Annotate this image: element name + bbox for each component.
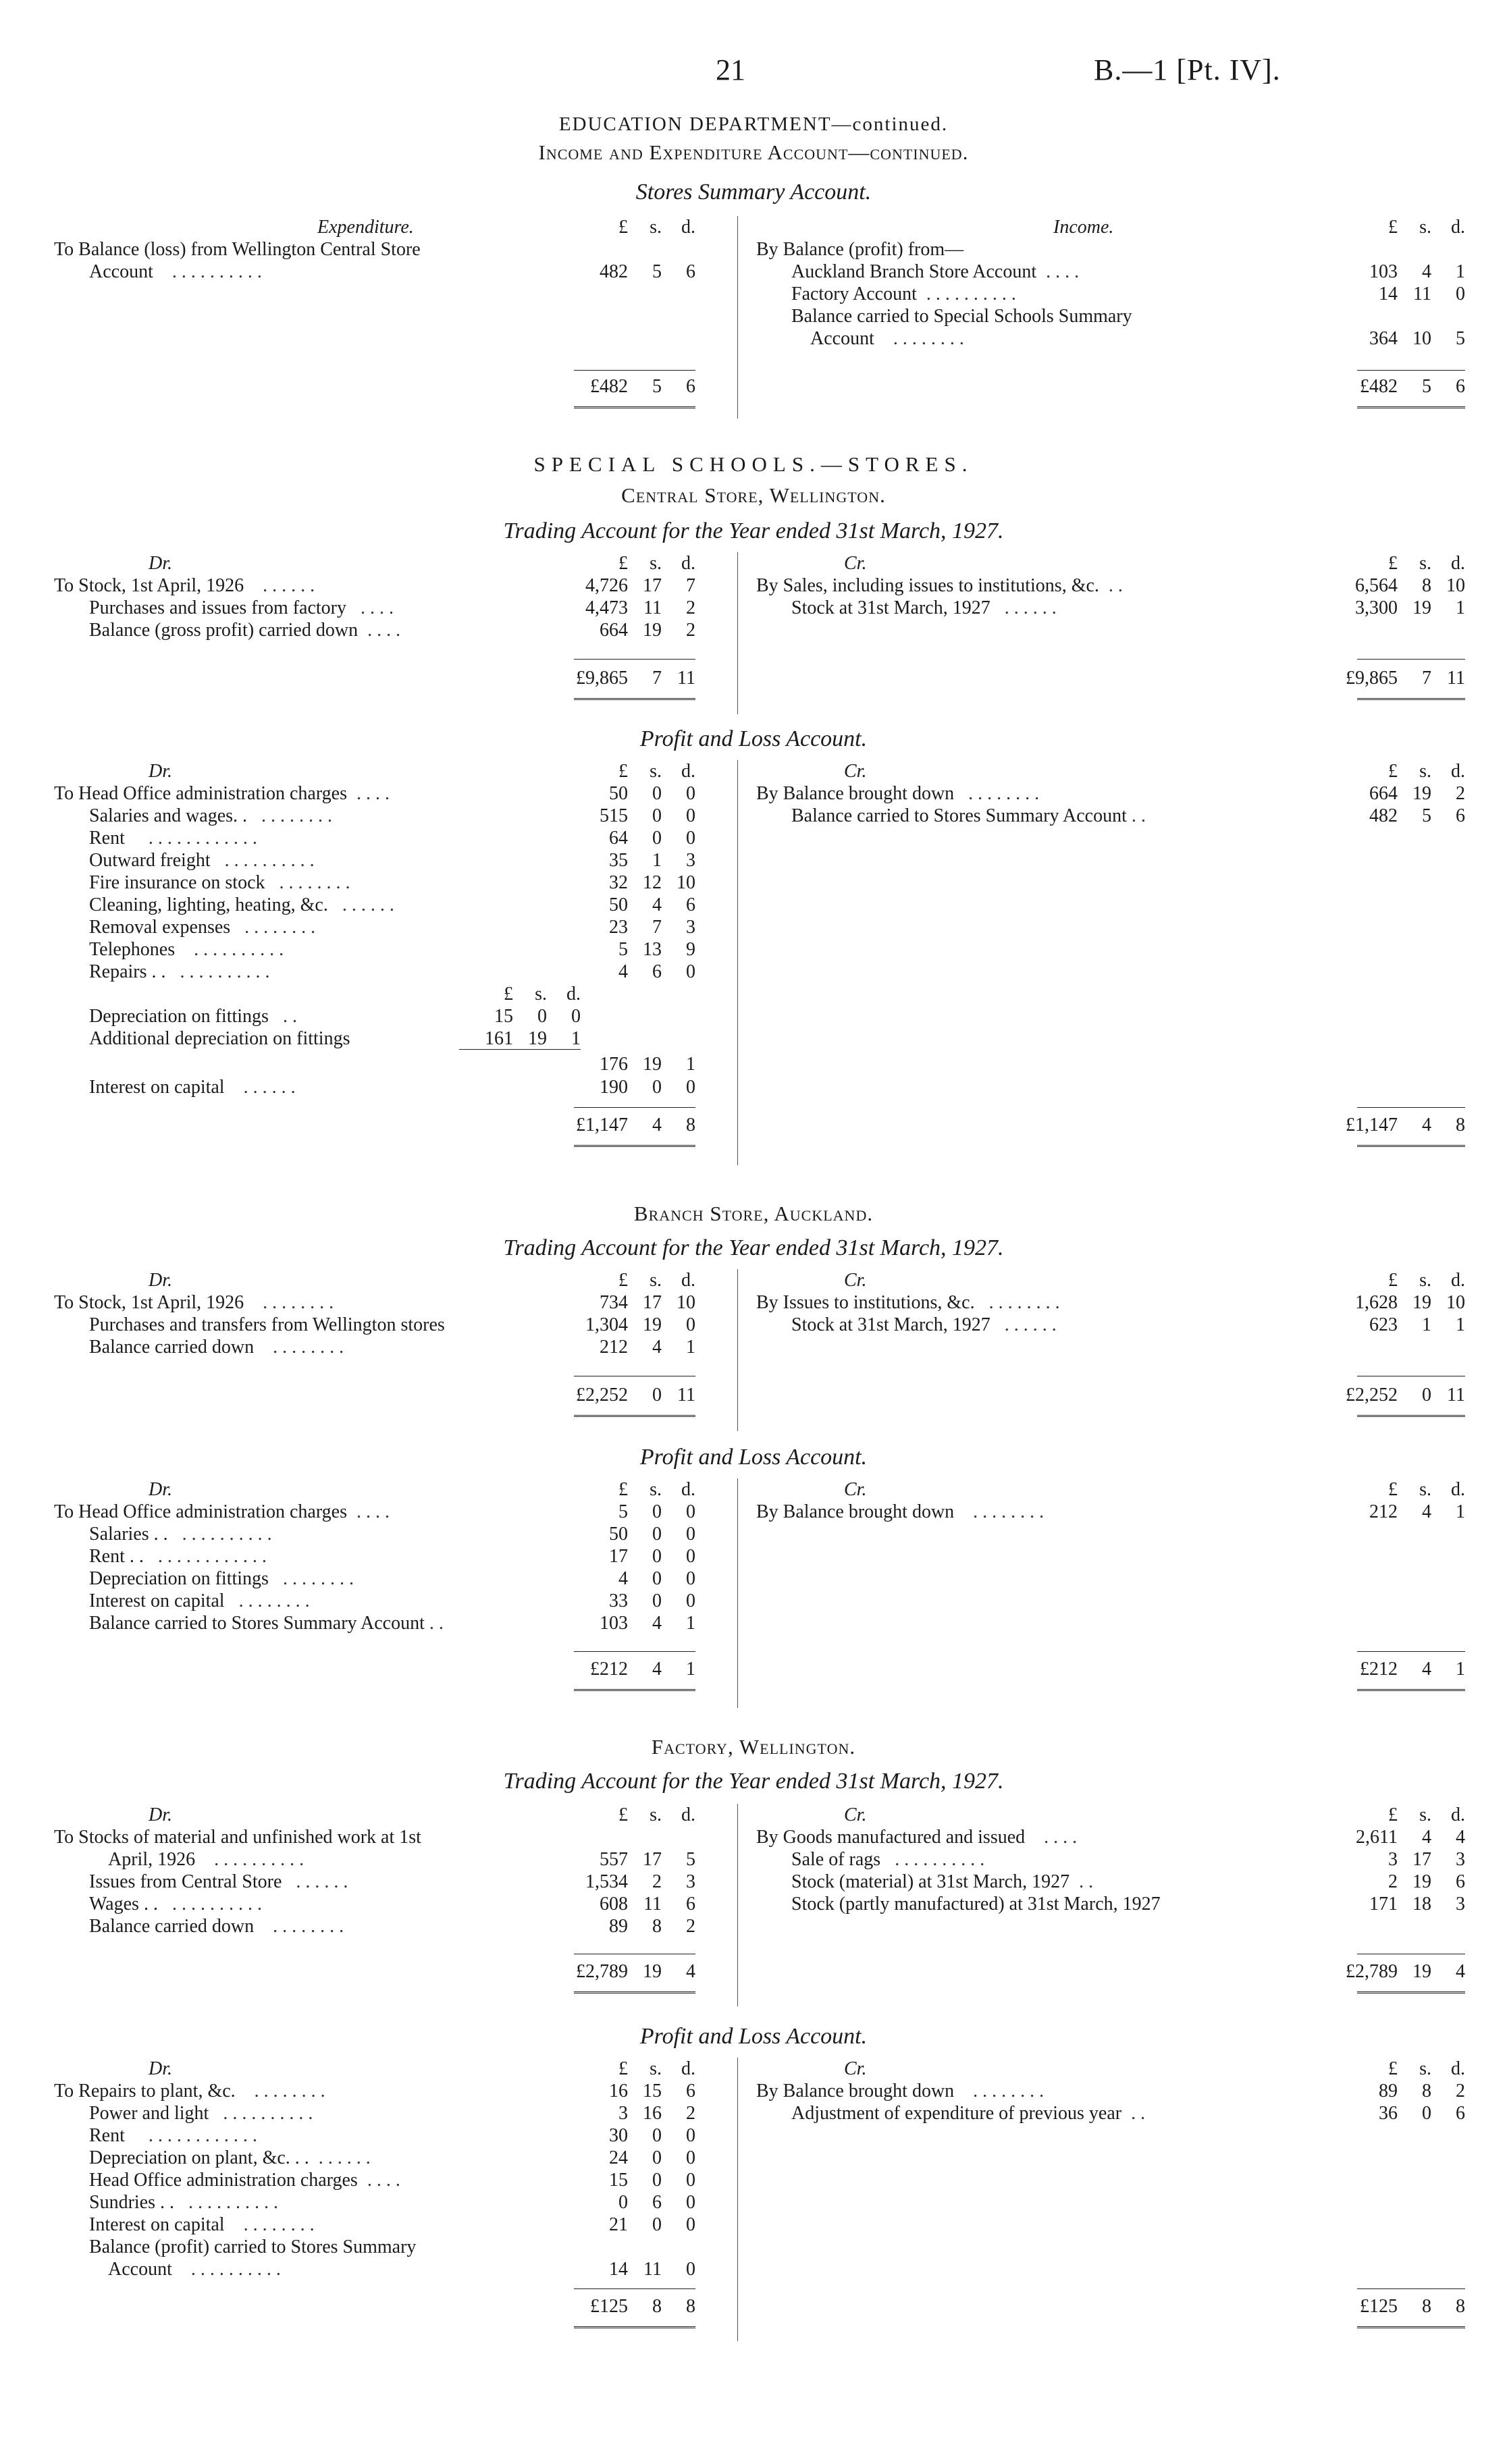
ledger-row: Sale of rags . . . . . . . . . . 3 17 3: [791, 1849, 1465, 1870]
ledger-row: By Issues to institutions, &c. . . . . . . . . 1,628 19 10: [756, 1292, 1465, 1313]
ledger-row: To Repairs to plant, &c. . . . . . . . . 16 15 6: [54, 2081, 695, 2101]
ledger-row: Salaries . . . . . . . . . . . . 50 0 0: [89, 1524, 695, 1545]
branch-trading-account: Dr. £ s. d. To Stock, 1st April, 1926 . . . . . . . . 734 17 10 Purchases and transfers from Wellington stores 1,304 19 0 Balance carried down . . . . . . . . 212 4 1 £2,252 0 11 Cr. £ s. d. By Issues to institutions, &c. . . . . . . . . 1,628 19 10 Stock at 31st March, 1927 . . . . . . 623 1 1 £2,252 0 11: [54, 1269, 1445, 1431]
ledger-row: Interest on capital . . . . . . . . 21 0 0: [89, 2214, 695, 2235]
ledger-row: Power and light . . . . . . . . . . 3 16 2: [89, 2103, 695, 2124]
ledger-row: Head Office administration charges . . . . 15 0 0: [89, 2170, 695, 2191]
ledger-row: Depreciation on fittings . . . . . . . . 4 0 0: [89, 1568, 695, 1589]
central-trading-account: Dr. £ s. d. To Stock, 1st April, 1926 . . . . . . 4,726 17 7 Purchases and issues from factory . . . . 4,473 11 2 Balance (gross profit) carried down . . . . 664 19 2 £9,865 7 11 Cr. £ s. d. By Sales, including issues to institutions, &c. . . 6,564 8 10 Stock at 31st March, 1927 . . . . . . 3,300 19 1 £9,865 7 11: [54, 552, 1445, 714]
ledger-row: Balance carried down . . . . . . . . 89 8 2: [89, 1916, 695, 1937]
ledger-row: Balance (gross profit) carried down . . . . 664 19 2: [89, 620, 695, 641]
factory-trading-account: Dr. £ s. d. To Stocks of material and unfinished work at 1st April, 1926 . . . . . . . . . . 557 17 5 Issues from Central Store . . . . . . 1,534 2 3 Wages . . . . . . . . . . . . 608 11 6 Balance carried down . . . . . . . . 89 8 2 £2,789 19 4 Cr. £ s. d. By Goods manufactured and issued . . . . 2,611 4 4 Sale of rags . . . . . . . . . . 3 17 3 Stock (material) at 31st March, 1927 . . 2 19 6 Stock (partly manufactured) at 31st March, 1927 171 18 3 £2,789 19 4: [54, 1804, 1445, 2006]
ledger-row: Depreciation on plant, &c. . . . . . . . . 24 0 0: [89, 2147, 695, 2168]
ledger-row: Fire insurance on stock . . . . . . . . 32 12 10: [89, 872, 695, 893]
ledger-row: To Head Office administration charges . . . . 50 0 0: [54, 783, 695, 804]
branch-pl-heading: Profit and Loss Account.: [639, 1445, 868, 1470]
factory-pl-account: Dr. £ s. d. To Repairs to plant, &c. . . . . . . . . 16 15 6 Power and light . . . . . . . . . . 3 16 2 Rent . . . . . . . . . . . . 30 0 0 Depreciation on plant, &c. . . . . . . . . 24 0 0 Head Office administration charges . . . . 15 0 0 Sundries . . . . . . . . . . . . 0 6 0 Interest on capital . . . . . . . . 21 0 0 Balance (profit) carried to Stores Summary Account . . . . . . . . . . 14 11 0 £125 8 8 Cr. £ s. d. By Balance brought down . . . . . . . . 89 8 2 Adjustment of expenditure of previous year . . 36 0 6 £125 8 8: [54, 2058, 1445, 2341]
ledger-row: By Balance (profit) from—: [756, 239, 964, 260]
total-row: £125 8 8: [590, 2296, 695, 2317]
ledger-row: Stock (partly manufactured) at 31st March, 1927 171 18 3: [791, 1894, 1465, 1914]
factory-trading-heading: Trading Account for the Year ended 31st March, 1927.: [503, 1769, 1004, 1794]
ledger-row: Interest on capital . . . . . . 190 0 0: [89, 1077, 695, 1098]
ledger-row: Balance (profit) carried to Stores Summary: [89, 2237, 417, 2257]
total-row: £2,252 0 11: [1346, 1385, 1465, 1405]
ledger-row: Rent . . . . . . . . . . . . 64 0 0: [89, 828, 695, 849]
ledger-row: Factory Account . . . . . . . . . . 14 11 0: [791, 284, 1465, 304]
ledger-row: Adjustment of expenditure of previous year . . 36 0 6: [791, 2103, 1465, 2124]
ledger-row: Rent . . . . . . . . . . . . . . 17 0 0: [89, 1546, 695, 1567]
branch-store-heading: Branch Store, Auckland.: [633, 1202, 874, 1225]
ledger-row: Balance carried down . . . . . . . . 212 4 1: [89, 1337, 695, 1358]
ledger-row: By Sales, including issues to institutions, &c. . . 6,564 8 10: [756, 575, 1465, 596]
ledger-row: To Head Office administration charges . . . . 5 0 0: [54, 1501, 695, 1522]
ledger-row: Issues from Central Store . . . . . . 1,534 2 3: [89, 1871, 695, 1892]
central-trading-heading: Trading Account for the Year ended 31st March, 1927.: [503, 518, 1004, 543]
income-side: Income. £ s. d. By Balance (profit) from— Auckland Branch Store Account . . . . 103 4 1 Factory Account . . . . . . . . . . 14 11 0 Balance carried to Special Schools Summary Account . . . . . . . . 364 10 5 £482 5 6: [756, 216, 1445, 350]
total-row: £2,789 19 4: [1346, 1961, 1465, 1982]
total-row: £212 4 1: [590, 1659, 695, 1680]
central-store-heading: Central Store, Wellington.: [621, 483, 886, 507]
ledger-row: Purchases and transfers from Wellington stores 1,304 19 0: [89, 1314, 695, 1335]
ledger-row: Additional depreciation on fittings 161 19 1: [89, 1028, 581, 1049]
ledger-row: By Balance brought down . . . . . . . . 664 19 2: [756, 783, 1465, 804]
ledger-row: Rent . . . . . . . . . . . . 30 0 0: [89, 2125, 695, 2146]
ledger-row: Removal expenses . . . . . . . . 23 7 3: [89, 917, 695, 938]
total-row: £1,147 4 8: [576, 1115, 695, 1135]
total-row: £482 5 6: [1360, 376, 1465, 397]
branch-trading-heading: Trading Account for the Year ended 31st March, 1927.: [503, 1235, 1004, 1260]
ledger-row: To Stocks of material and unfinished work at 1st: [54, 1827, 421, 1848]
ledger-row: Account . . . . . . . . . . 482 5 6: [89, 261, 695, 282]
ledger-row: By Balance brought down . . . . . . . . 212 4 1: [756, 1501, 1465, 1522]
ledger-row: To Balance (loss) from Wellington Central Store: [54, 239, 421, 260]
factory-pl-heading: Profit and Loss Account.: [639, 2024, 868, 2049]
stores-summary-heading: Stores Summary Account.: [635, 180, 872, 205]
department-heading: EDUCATION DEPARTMENT—continued.: [558, 113, 949, 135]
ledger-row: Sundries . . . . . . . . . . . . 0 6 0: [89, 2192, 695, 2213]
ledger-row: Balance carried to Stores Summary Account . . 103 4 1: [89, 1613, 695, 1634]
ledger-row: Outward freight . . . . . . . . . . 35 1 3: [89, 850, 695, 871]
ledger-row: To Stock, 1st April, 1926 . . . . . . 4,726 17 7: [54, 575, 695, 596]
ledger-row: Depreciation on fittings . . 15 0 0: [89, 1006, 581, 1027]
expenditure-side: Expenditure. £ s. d. To Balance (loss) from Wellington Central Store Account . . . . . . . . . . 482 5 6 £482 5 6: [54, 216, 729, 283]
branch-pl-account: Dr. £ s. d. To Head Office administration charges . . . . 5 0 0 Salaries . . . . . . . . . . . . 50 0 0 Rent . . . . . . . . . . . . . . 17 0 0 Depreciation on fittings . . . . . . . . 4 0 0 Interest on capital . . . . . . . . 33 0 0 Balance carried to Stores Summary Account . . 103 4 1 £212 4 1 Cr. £ s. d. By Balance brought down . . . . . . . . 212 4 1 £212 4 1: [54, 1478, 1445, 1708]
total-row: £125 8 8: [1360, 2296, 1465, 2317]
ledger-row: Stock at 31st March, 1927 . . . . . . 3,300 19 1: [791, 597, 1465, 618]
total-row: £482 5 6: [590, 376, 695, 397]
ledger-row: April, 1926 . . . . . . . . . . 557 17 5: [108, 1849, 695, 1870]
total-row: £9,865 7 11: [1346, 668, 1465, 689]
central-pl-heading: Profit and Loss Account.: [639, 726, 868, 751]
total-row: £1,147 4 8: [1346, 1115, 1465, 1135]
ledger-row: By Goods manufactured and issued . . . . 2,611 4 4: [756, 1827, 1465, 1848]
ledger-row: 176 19 1: [600, 1054, 695, 1075]
income-heading: Income.: [1053, 217, 1114, 238]
factory-heading: Factory, Wellington.: [651, 1735, 856, 1759]
ledger-row: Stock (material) at 31st March, 1927 . . 2 19 6: [791, 1871, 1465, 1892]
ledger-row: Stock at 31st March, 1927 . . . . . . 623 1 1: [791, 1314, 1465, 1335]
total-row: £9,865 7 11: [576, 668, 695, 689]
total-row: £212 4 1: [1360, 1659, 1465, 1680]
special-schools-heading: SPECIAL SCHOOLS.—STORES.: [533, 452, 974, 476]
ledger-row: Account . . . . . . . . . . 14 11 0: [108, 2259, 695, 2280]
ledger-row: Account . . . . . . . . 364 10 5: [810, 328, 1465, 349]
ledger-row: To Stock, 1st April, 1926 . . . . . . . . 734 17 10: [54, 1292, 695, 1313]
ledger-row: Wages . . . . . . . . . . . . 608 11 6: [89, 1894, 695, 1914]
document-reference: B.—1 [Pt. IV].: [1094, 53, 1281, 86]
ledger-row: Interest on capital . . . . . . . . 33 0 0: [89, 1590, 695, 1611]
ledger-row: By Balance brought down . . . . . . . . 89 8 2: [756, 2081, 1465, 2101]
ledger-row: Telephones . . . . . . . . . . 5 13 9: [89, 939, 695, 960]
total-row: £2,252 0 11: [576, 1385, 695, 1405]
account-heading: Income and Expenditure Account—continued.: [538, 140, 969, 164]
page-number: 21: [716, 53, 745, 86]
ledger-row: Repairs . . . . . . . . . . . . 4 6 0: [89, 961, 695, 982]
ledger-row: Balance carried to Stores Summary Account . . 482 5 6: [791, 805, 1465, 826]
stores-summary-account: [54, 216, 1465, 419]
ledger-row: Auckland Branch Store Account . . . . 103 4 1: [791, 261, 1465, 282]
ledger-row: Balance carried to Special Schools Summary: [791, 306, 1132, 327]
expenditure-heading: Expenditure.: [317, 217, 414, 238]
total-row: £2,789 19 4: [576, 1961, 695, 1982]
ledger-row: Salaries and wages. . . . . . . . . . 515 0 0: [89, 805, 695, 826]
ledger-row: Cleaning, lighting, heating, &c. . . . . . . 50 4 6: [89, 894, 695, 915]
ledger-row: Purchases and issues from factory . . . . 4,473 11 2: [89, 597, 695, 618]
central-pl-account: Dr. £ s. d. To Head Office administration charges . . . . 50 0 0 Salaries and wages. . . . . . . . . . 515 0 0 Rent . . . . . . . . . . . . 64 0 0 Outward freight . . . . . . . . . . 35 1 3 Fire insurance on stock . . . . . . . . 32 12 10 Cleaning, lighting, heating, &c. . . . . . . 50 4 6 Removal expenses . . . . . . . . 23 7 3 Telephones . . . . . . . . . . 5 13 9 Repairs . . . . . . . . . . . . 4 6 0 £ s. d. Depreciation on fittings . . 15 0 0 Additional depreciation on fittings 161 19 1 176 19 1 Interest on capital . . . . . . 190 0 0 £1,147 4 8 Cr. £ s. d. By Balance brought down . . . . . . . . 664 19 2 Balance carried to Stores Summary Account . . 482 5 6 £1,147 4 8: [54, 760, 1445, 1165]
